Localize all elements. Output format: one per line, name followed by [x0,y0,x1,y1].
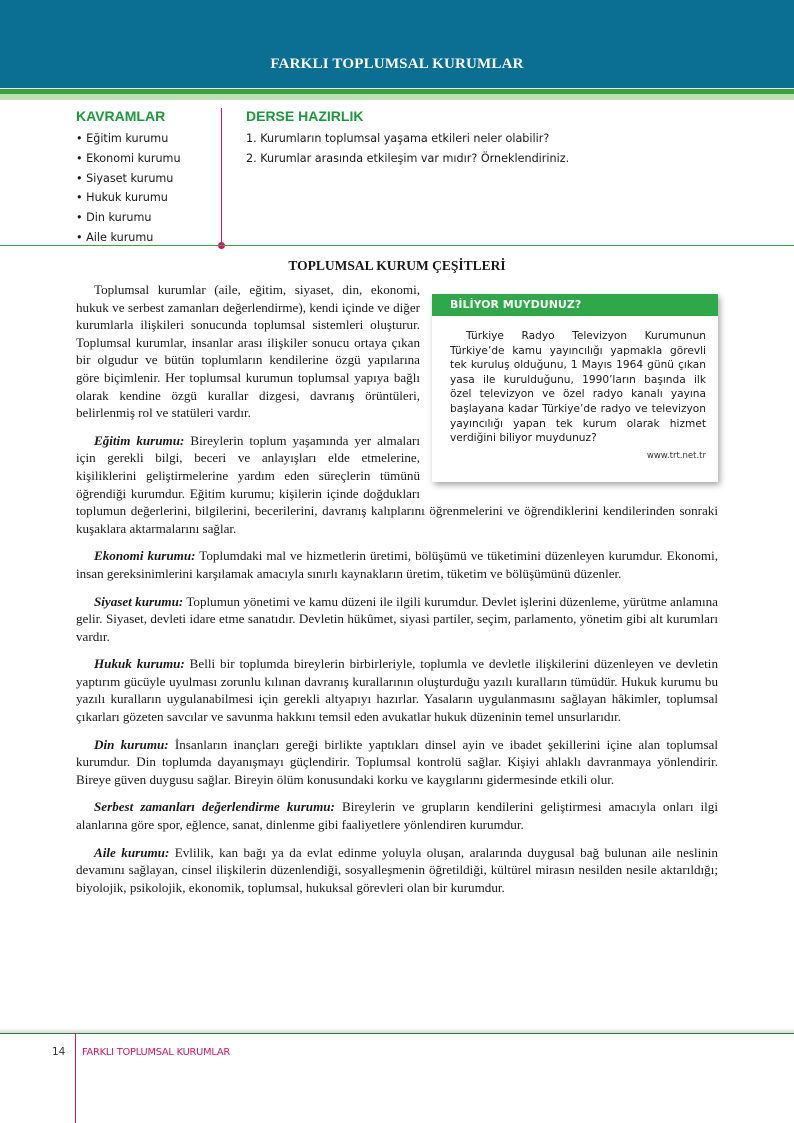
kavramlar-list [76,129,181,248]
info-box-text: Türkiye Radyo Televizyon Kurumunun Türkiye’de kamu yayıncılığı yapmakla görevli tek kuruluş olduğunu, 1 Mayıs 1964 günü çıkan yasa ile kurulduğunu, 1990’ların başında ilk özel televizyon ve özel radyo kanalı yayına başlayana kadar Türkiye’de radyo ve televizyon yayıncılığı yapan tek kurum olarak hizmet verdiğini biliyor muydunuz? [450,330,706,445]
term-label: Ekonomi kurumu: [94,548,196,564]
info-box [432,294,718,482]
list-item: • Siyaset kurumu [76,171,174,185]
question-item: 1. Kurumların toplumsal yaşama etkileri neler olabilir? [246,132,550,145]
info-box-title: BİLİYOR MUYDUNUZ? [432,294,718,316]
list-item: • Ekonomi kurumu [76,151,181,165]
vertical-divider [221,108,222,245]
paragraph-ekonomi [76,547,718,582]
term-label: Hukuk kurumu: [94,656,185,672]
term-label: Din kurumu: [94,736,169,752]
paragraph-text: İnsanların inançları gereği birlikte yaptıkları dinsel ayin ve ibadet şekillerini içine alan toplumsal kurumdur. Din toplumda dayanışmayı güçlendirir. Toplumsal kontrolü sağlar. Kişiyi ahlaklı davranmaya yönlendirir. Bireye güven duygusu sağlar. Bireyin ölüm konusundaki korku ve kaygılarını gidermesinde etkili olur. [76,736,719,787]
paragraph-hukuk [76,655,718,725]
horizontal-divider [0,245,794,246]
term-label: Eğitim kurumu: [94,432,185,448]
derse-hazirlik-list [246,129,569,169]
term-label: Siyaset kurumu: [94,593,184,609]
paragraph-aile [76,844,718,897]
header-light-green-bar [0,94,794,100]
paragraph-serbest-zaman [76,798,718,833]
list-item: • Din kurumu [76,211,152,225]
question-item: 2. Kurumlar arasında etkileşim var mıdır? Örneklendiriniz. [246,152,570,165]
footer-vertical-line [75,1033,76,1123]
page-number: 14 [52,1046,66,1058]
header-band [0,0,794,88]
section-title: TOPLUMSAL KURUM ÇEŞİTLERİ [288,258,506,273]
term-label: Aile kurumu: [94,844,170,860]
list-item: • Aile kurumu [76,230,154,244]
paragraph-text: Evlilik, kan bağı ya da evlat edinme yoluyla oluşan, aralarında duygusal bağ bulunan aile neslinin devamını sağlayan, cinsel ilişkilerin düzenlendiği, sosyalleşmenin öğretildiği, kültürel mirasın nesilden nesile aktarıldığı; biyolojik, psikolojik, ekonomik, toplumsal, hukuksal görevleri olan bir kurumdur. [76,844,718,895]
derse-hazirlik-title: DERSE HAZIRLIK [246,108,364,124]
paragraph-text: Bireylerin toplum yaşamında yer almaları için gerekli bilgi, beceri ve anlayışları elde etmelerine, kişiliklerini geliştirmelerine yardım eden süreçlerin tümünü öğrendiği kurumdur. Eğitim kurumu; kişilerin içinde doğdukları toplumun değerlerini, bilgilerini, becerilerini, davranış kalıplarını öğrenmelerini ve öğrendiklerini kendilerinden sonraki kuşaklara aktarmalarını sağlar. [76,432,718,536]
footer-line [0,1033,794,1034]
list-item: • Hukuk kurumu [76,191,168,205]
list-item: • Eğitim kurumu [76,132,169,145]
page-title: FARKLI TOPLUMSAL KURUMLAR [270,56,524,72]
paragraph-text: Toplumun yönetimi ve kamu düzeni ile ilgili kurumdur. Devlet işlerini düzenleme, yürütme anlamına gelir. Siyaset, devleti idare etme sanatıdır. Devletin hükûmet, siyasi partiler, seçim, parlamento, yönetim gibi alt kurumları vardır. [76,593,718,644]
paragraph-text: Bireylerin ve grupların kendilerini geliştirmesi amacıyla onları ilgi alanlarına göre spor, eğlence, sanat, dinlenme gibi faaliyetlere yönlendiren kurumdur. [76,799,718,833]
body-text [76,281,718,906]
paragraph-text: Toplumdaki mal ve hizmetlerin üretimi, bölüşümü ve tüketimini düzenleyen kurumdur. Ekonomi, insan gereksinimlerini karşılamak amacıyla sınırlı kaynakların üretim, tüketim ve bölüşümünü düzenler. [76,548,718,581]
intro-paragraph: Toplumsal kurumlar (aile, eğitim, siyaset, din, ekonomi, hukuk ve serbest zamanları değerlendirme), kendi içinde ve diğer kurumlarla ilişkileri sonucunda toplumsal sistemleri oluşturur. Toplumsal kurumlar, insanlar arası ilişkiler sonucu ortaya çıkan bir olgudur ve bütün toplumların kendilerine özgü yapılarına göre biçimlenir. Her toplumsal kurumun toplumsal yapıya bağlı olarak kendine özgü kurallar dizgesi, davranış örüntüleri, belirlenmiş rol ve statüleri vardır. [76,282,420,421]
paragraph-siyaset [76,593,718,646]
paragraph-din [76,736,718,789]
footer-label: FARKLI TOPLUMSAL KURUMLAR [82,1047,230,1058]
kavramlar-title: KAVRAMLAR [76,108,166,124]
term-label: Serbest zamanları değerlendirme kurumu: [94,799,335,815]
paragraph-text: Belli bir toplumda bireylerin birbirleriyle, toplumla ve devletle ilişkilerini düzenleyen ve devletin yaptırım gücüyle uyulması zorunlu kılınan davranış kurallarının oluşturduğu yazılı kuralların tümüdür. Hukuk kurumu bu yazılı kuralların uygulanabilmesi için gerekli altyapıyı hazırlar. Yasaların uygulanmasını sağlayan hâkimler, toplumsal çıkarları gözeten savcılar ve savunma hakkını temsil eden avukatlar hukuk düzeninin temel unsurlarıdır. [76,656,718,725]
info-box-source: www.trt.net.tr [646,451,706,462]
